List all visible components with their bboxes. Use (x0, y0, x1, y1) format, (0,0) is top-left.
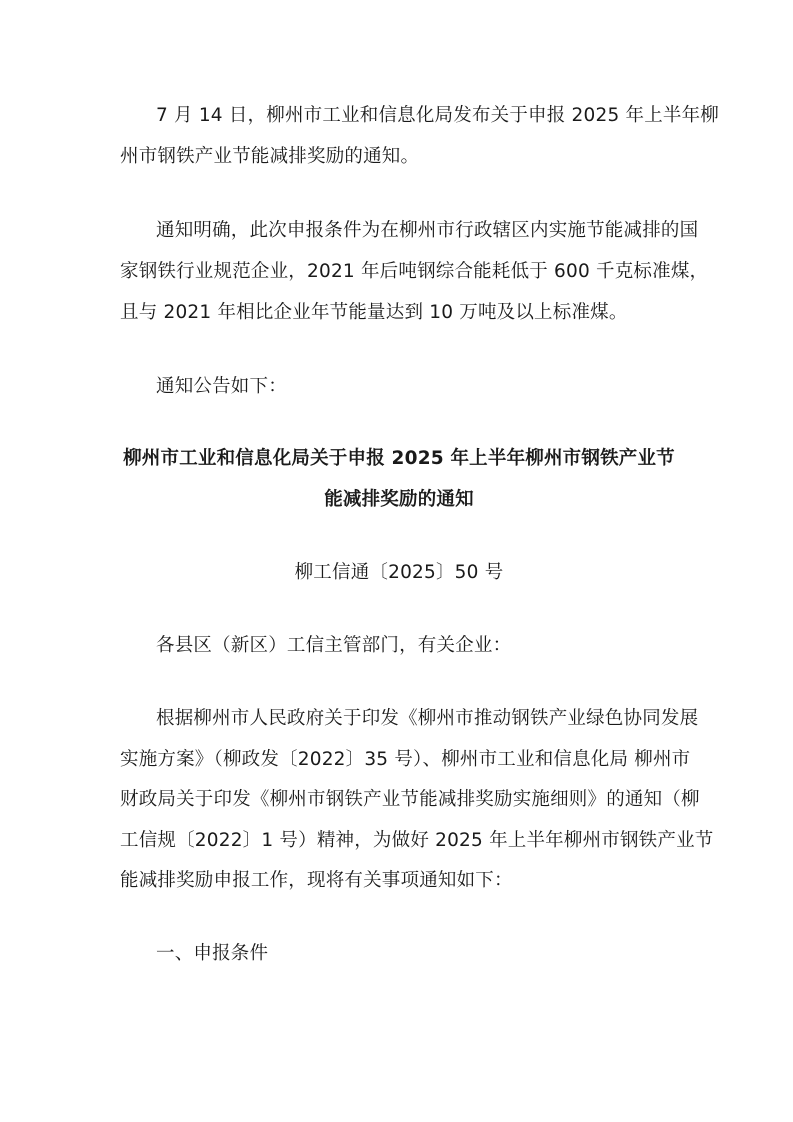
body-line-3: 财政局关于印发《柳州市钢铁产业节能减排奖励实施细则》的通知（柳 (120, 789, 700, 810)
summary-line-3: 且与 2021 年相比企业年节能量达到 10 万吨及以上标准煤。 (120, 302, 628, 323)
announcement-intro: 通知公告如下： (156, 376, 287, 397)
doc-number: 柳工信通〔2025〕50 号 (294, 562, 504, 583)
body-line-5: 能减排奖励申报工作，现将有关事项通知如下： (120, 870, 513, 891)
intro-line-2: 州市钢铁产业节能减排奖励的通知。 (120, 146, 420, 167)
notice-title-line-2: 能减排奖励的通知 (324, 489, 474, 510)
section-1-heading: 一、申报条件 (156, 943, 269, 964)
addressee: 各县区（新区）工信主管部门，有关企业： (156, 635, 512, 656)
summary-line-1: 通知明确，此次申报条件为在柳州市行政辖区内实施节能减排的国 (156, 220, 699, 241)
summary-line-2: 家钢铁行业规范企业，2021 年后吨钢综合能耗低于 600 千克标准煤， (120, 261, 709, 282)
notice-title-line-1: 柳州市工业和信息化局关于申报 2025 年上半年柳州市钢铁产业节 (123, 448, 675, 469)
body-line-2: 实施方案》（柳政发〔2022〕35 号）、柳州市工业和信息化局 柳州市 (120, 749, 691, 770)
body-line-4: 工信规〔2022〕1 号）精神，为做好 2025 年上半年柳州市钢铁产业节 (120, 830, 714, 851)
body-line-1: 根据柳州市人民政府关于印发《柳州市推动钢铁产业绿色协同发展 (156, 708, 699, 729)
intro-line-1: 7 月 14 日，柳州市工业和信息化局发布关于申报 2025 年上半年柳 (156, 105, 719, 126)
